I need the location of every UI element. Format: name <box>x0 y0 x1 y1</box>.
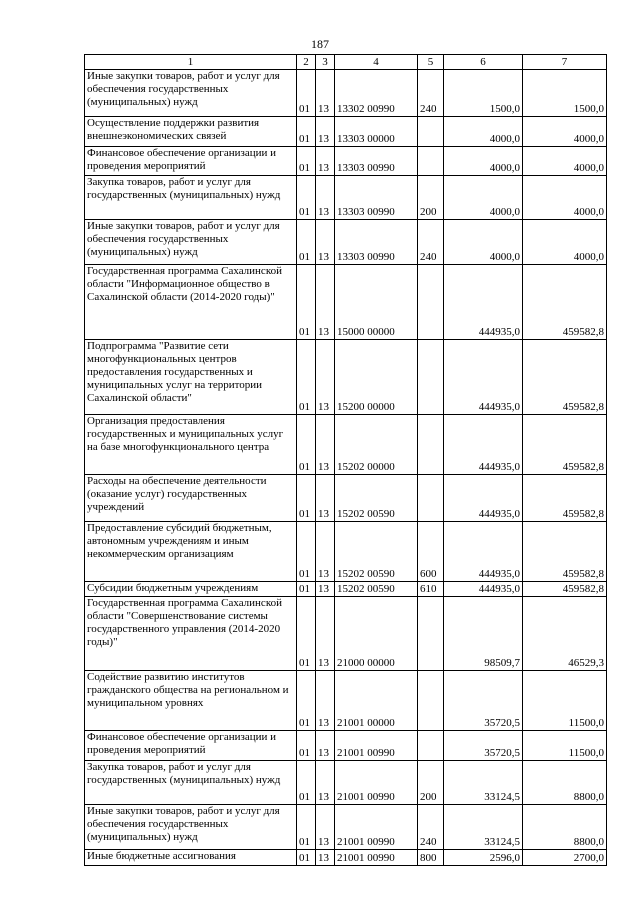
row-target-article: 15200 00000 <box>335 340 418 415</box>
row-subsection: 13 <box>316 117 335 147</box>
row-subsection: 13 <box>316 147 335 176</box>
row-subsection: 13 <box>316 176 335 220</box>
row-section: 01 <box>297 582 316 597</box>
column-header-3: 3 <box>316 55 335 70</box>
row-section: 01 <box>297 220 316 265</box>
row-expense-type <box>418 340 444 415</box>
row-subsection: 13 <box>316 522 335 582</box>
table-row <box>85 475 607 522</box>
row-expense-type <box>418 597 444 671</box>
row-amount-1: 444935,0 <box>444 582 523 597</box>
table-row <box>85 731 607 761</box>
row-name: Государственная программа Сахалинской области "Совершенствование системы государственного управления (2014-2020 годы)" <box>85 597 297 671</box>
row-name: Закупка товаров, работ и услуг для государственных (муниципальных) нужд <box>85 761 297 805</box>
row-name: Финансовое обеспечение организации и проведения мероприятий <box>85 147 297 176</box>
row-subsection: 13 <box>316 70 335 117</box>
row-amount-1: 1500,0 <box>444 70 523 117</box>
row-name: Государственная программа Сахалинской области "Информационное общество в Сахалинской области (2014-2020 годы)" <box>85 265 297 340</box>
row-name: Подпрограмма "Развитие сети многофункциональных центров предоставления государственных и муниципальных услуг на территории Сахалинской области" <box>85 340 297 415</box>
row-expense-type <box>418 415 444 475</box>
row-amount-1: 35720,5 <box>444 671 523 731</box>
row-amount-1: 4000,0 <box>444 147 523 176</box>
row-expense-type: 240 <box>418 70 444 117</box>
row-target-article: 15000 00000 <box>335 265 418 340</box>
column-header-5: 5 <box>418 55 444 70</box>
row-amount-2: 46529,3 <box>523 597 607 671</box>
table-row <box>85 70 607 117</box>
table-row <box>85 147 607 176</box>
row-section: 01 <box>297 475 316 522</box>
row-expense-type <box>418 265 444 340</box>
row-subsection: 13 <box>316 761 335 805</box>
row-target-article: 13302 00990 <box>335 70 418 117</box>
row-expense-type: 600 <box>418 522 444 582</box>
row-amount-2: 4000,0 <box>523 147 607 176</box>
row-name: Иные закупки товаров, работ и услуг для обеспечения государственных (муниципальных) нужд <box>85 70 297 117</box>
row-amount-1: 4000,0 <box>444 117 523 147</box>
table-row <box>85 522 607 582</box>
row-amount-2: 11500,0 <box>523 731 607 761</box>
row-subsection: 13 <box>316 475 335 522</box>
row-amount-2: 4000,0 <box>523 220 607 265</box>
row-amount-2: 459582,8 <box>523 475 607 522</box>
row-name: Предоставление субсидий бюджетным, автономным учреждениям и иным некоммерческим организациям <box>85 522 297 582</box>
row-subsection: 13 <box>316 415 335 475</box>
row-amount-1: 4000,0 <box>444 176 523 220</box>
header-row <box>85 55 607 70</box>
table-row <box>85 805 607 850</box>
row-section: 01 <box>297 850 316 866</box>
row-subsection: 13 <box>316 805 335 850</box>
row-target-article: 15202 00590 <box>335 475 418 522</box>
column-header-7: 7 <box>523 55 607 70</box>
row-section: 01 <box>297 805 316 850</box>
row-target-article: 13303 00990 <box>335 176 418 220</box>
table-row <box>85 117 607 147</box>
row-section: 01 <box>297 70 316 117</box>
row-name: Иные закупки товаров, работ и услуг для обеспечения государственных (муниципальных) нужд <box>85 805 297 850</box>
row-section: 01 <box>297 415 316 475</box>
row-target-article: 13303 00990 <box>335 220 418 265</box>
row-section: 01 <box>297 671 316 731</box>
row-expense-type: 200 <box>418 761 444 805</box>
row-target-article: 21001 00990 <box>335 731 418 761</box>
row-section: 01 <box>297 265 316 340</box>
column-header-1: 1 <box>85 55 297 70</box>
row-amount-1: 33124,5 <box>444 761 523 805</box>
row-amount-2: 459582,8 <box>523 415 607 475</box>
row-amount-2: 2700,0 <box>523 850 607 866</box>
table-row <box>85 220 607 265</box>
row-subsection: 13 <box>316 597 335 671</box>
row-target-article: 21001 00990 <box>335 850 418 866</box>
row-amount-2: 1500,0 <box>523 70 607 117</box>
row-name: Субсидии бюджетным учреждениям <box>85 582 297 597</box>
row-amount-2: 4000,0 <box>523 176 607 220</box>
row-section: 01 <box>297 761 316 805</box>
row-target-article: 21000 00000 <box>335 597 418 671</box>
row-expense-type <box>418 147 444 176</box>
row-section: 01 <box>297 522 316 582</box>
row-expense-type: 240 <box>418 220 444 265</box>
row-name: Расходы на обеспечение деятельности (оказание услуг) государственных учреждений <box>85 475 297 522</box>
row-amount-1: 444935,0 <box>444 265 523 340</box>
table-row <box>85 415 607 475</box>
row-target-article: 21001 00990 <box>335 805 418 850</box>
row-name: Финансовое обеспечение организации и проведения мероприятий <box>85 731 297 761</box>
row-expense-type <box>418 671 444 731</box>
row-name: Содействие развитию институтов гражданского общества на региональном и муниципальном уровнях <box>85 671 297 731</box>
row-amount-2: 4000,0 <box>523 117 607 147</box>
row-amount-1: 444935,0 <box>444 340 523 415</box>
row-amount-2: 8800,0 <box>523 761 607 805</box>
row-section: 01 <box>297 597 316 671</box>
row-name: Осуществление поддержки развития внешнеэкономических связей <box>85 117 297 147</box>
row-section: 01 <box>297 147 316 176</box>
page-number: 187 <box>311 37 329 51</box>
row-name: Иные закупки товаров, работ и услуг для обеспечения государственных (муниципальных) нужд <box>85 220 297 265</box>
row-expense-type: 240 <box>418 805 444 850</box>
row-section: 01 <box>297 731 316 761</box>
row-section: 01 <box>297 176 316 220</box>
column-header-2: 2 <box>297 55 316 70</box>
row-expense-type: 800 <box>418 850 444 866</box>
row-name: Организация предоставления государственных и муниципальных услуг на базе многофункционального центра <box>85 415 297 475</box>
row-amount-2: 459582,8 <box>523 582 607 597</box>
row-subsection: 13 <box>316 731 335 761</box>
row-target-article: 21001 00990 <box>335 761 418 805</box>
row-amount-2: 459582,8 <box>523 265 607 340</box>
row-expense-type: 200 <box>418 176 444 220</box>
row-expense-type <box>418 117 444 147</box>
row-name: Закупка товаров, работ и услуг для государственных (муниципальных) нужд <box>85 176 297 220</box>
row-target-article: 15202 00000 <box>335 415 418 475</box>
row-amount-1: 33124,5 <box>444 805 523 850</box>
row-amount-2: 8800,0 <box>523 805 607 850</box>
row-subsection: 13 <box>316 850 335 866</box>
row-subsection: 13 <box>316 340 335 415</box>
table-row <box>85 597 607 671</box>
row-expense-type: 610 <box>418 582 444 597</box>
table-row <box>85 671 607 731</box>
row-expense-type <box>418 475 444 522</box>
column-header-6: 6 <box>444 55 523 70</box>
row-target-article: 13303 00000 <box>335 117 418 147</box>
row-target-article: 15202 00590 <box>335 582 418 597</box>
row-section: 01 <box>297 340 316 415</box>
table-row <box>85 850 607 866</box>
table-row <box>85 265 607 340</box>
row-subsection: 13 <box>316 220 335 265</box>
column-header-4: 4 <box>335 55 418 70</box>
row-amount-2: 459582,8 <box>523 340 607 415</box>
row-amount-1: 98509,7 <box>444 597 523 671</box>
row-amount-1: 2596,0 <box>444 850 523 866</box>
row-amount-2: 459582,8 <box>523 522 607 582</box>
row-subsection: 13 <box>316 582 335 597</box>
row-amount-1: 444935,0 <box>444 522 523 582</box>
row-target-article: 15202 00590 <box>335 522 418 582</box>
row-target-article: 13303 00990 <box>335 147 418 176</box>
row-section: 01 <box>297 117 316 147</box>
row-amount-1: 35720,5 <box>444 731 523 761</box>
row-amount-2: 11500,0 <box>523 671 607 731</box>
row-expense-type <box>418 731 444 761</box>
table-row <box>85 340 607 415</box>
row-name: Иные бюджетные ассигнования <box>85 850 297 866</box>
table-row <box>85 761 607 805</box>
row-amount-1: 444935,0 <box>444 475 523 522</box>
row-subsection: 13 <box>316 671 335 731</box>
row-subsection: 13 <box>316 265 335 340</box>
table-row <box>85 176 607 220</box>
budget-table <box>84 54 607 866</box>
row-amount-1: 4000,0 <box>444 220 523 265</box>
table-row <box>85 582 607 597</box>
row-target-article: 21001 00000 <box>335 671 418 731</box>
row-amount-1: 444935,0 <box>444 415 523 475</box>
